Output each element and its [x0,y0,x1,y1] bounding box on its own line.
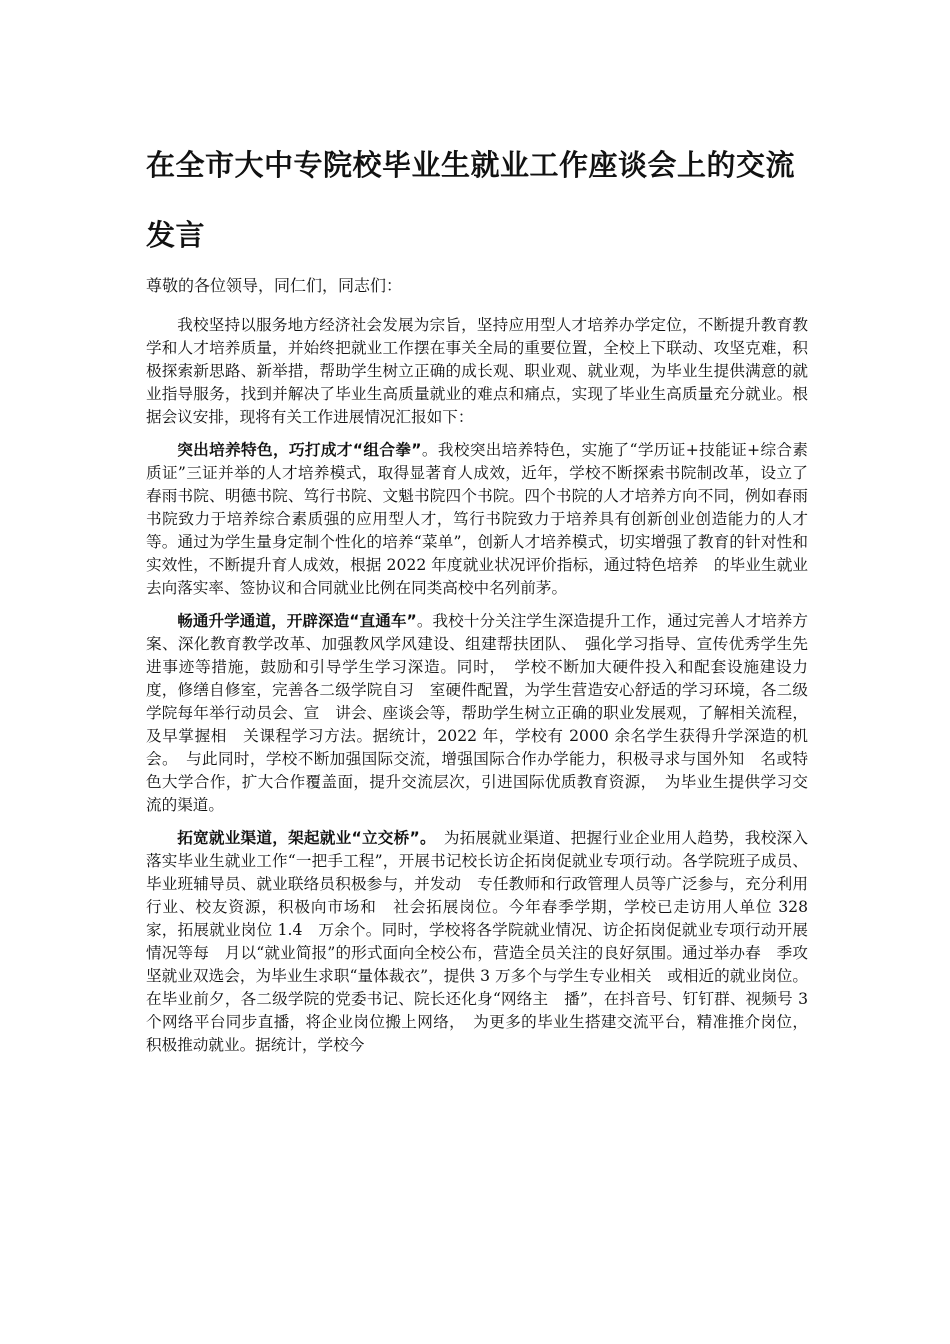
section-body-1: 。我校突出培养特色，实施了“学历证+技能证+综合素质证”三证并举的人才培养模式，取得显著育人成效，近年，学校不断探索书院制改革，设立了春雨书院、明德书院、笃行书院、文魁书院四个书院。四个书院的人才培养方向不同，例如春雨书院致力于培养综合素质强的应用型人才，笃行书院致力于培养具有创新创业创造能力的人才等。通过为学生量身定制个性化的培养“菜单”，创新人才培养模式，切实增强了教育的针对性和实效性，不断提升育人成效，根据 2022 年度就业状况评价指标，通过特色培养 的毕业生就业去向落实率、签协议和合同就业比例在同类高校中名列前茅。 [146,441,808,597]
section-paragraph-2 [146,610,808,817]
section-paragraph-1 [146,439,808,600]
document-page [146,130,808,1067]
intro-paragraph: 我校坚持以服务地方经济社会发展为宗旨，坚持应用型人才培养办学定位，不断提升教育教学和人才培养质量，并始终把就业工作摆在事关全局的重要位置，全校上下联动、攻坚克难，积极探索新思路、新举措，帮助学生树立正确的成长观、职业观、就业观，为毕业生提供满意的就业指导服务，找到并解决了毕业生高质量就业的难点和痛点，实现了毕业生高质量充分就业。根据会议安排，现将有关工作进展情况汇报如下： [146,316,808,426]
section-body-3: 为拓展就业渠道、把握行业企业用人趋势，我校深入落实毕业生就业工作“一把手工程”，开展书记校长访企拓岗促就业专项行动。各学院班子成员、毕业班辅导员、就业联络员积极参与，并发动 专任教师和行政管理人员等广泛参与，充分利用行业、校友资源，积极向市场和 社会拓展岗位。今年春季学期，学校已走访用人单位 328 家，拓展就业岗位 1.4 万余个。同时，学校将各学院就业情况、访企拓岗促就业专项行动开展情况等每 月以“就业简报”的形式面向全校公布，营造全员关注的良好氛围。通过举办春 季攻坚就业双选会，为毕业生求职“量体裁衣”，提供 3 万多个与学生专业相关 或相近的就业岗位。在毕业前夕，各二级学院的党委书记、院长还化身“网络主 播”，在抖音号、钉钉群、视频号 3 个网络平台同步直播，将企业岗位搬上网络， 为更多的毕业生搭建交流平台，精准推介岗位，积极推动就业。据统计，学校今 [146,829,808,1054]
section-paragraph-3 [146,827,808,1057]
section-body-2: 。我校十分关注学生深造提升工作，通过完善人才培养方案、深化教育教学改革、加强教风学风建设、组建帮扶团队、 强化学习指导、宣传优秀学生先进事迹等措施，鼓励和引导学生学习深造。同时， 学校不断加大硬件投入和配套设施建设力度，修缮自修室，完善各二级学院自习 室硬件配置，为学生营造安心舒适的学习环境，各二级学院每年举行动员会、宣 讲会、座谈会等，帮助学生树立正确的职业发展观，了解相关流程，及早掌握相 关课程学习方法。据统计，2022 年，学校有 2000 余名学生获得升学深造的机会。 与此同时，学校不断加强国际交流，增强国际合作办学能力，积极寻求与国外知 名或特色大学合作，扩大合作覆盖面，提升交流层次，引进国际优质教育资源， 为毕业生提供学习交流的渠道。 [146,612,808,814]
section-lead-2: 畅通升学通道，开辟深造“直通车” [177,612,417,630]
salutation: 尊敬的各位领导，同仁们，同志们： [146,276,403,295]
section-lead-1: 突出培养特色，巧打成才“组合拳” [177,441,422,459]
document-title: 在全市大中专院校毕业生就业工作座谈会上的交流发言 [146,148,796,252]
section-lead-3: 拓宽就业渠道，架起就业“立交桥”。 [177,829,429,847]
